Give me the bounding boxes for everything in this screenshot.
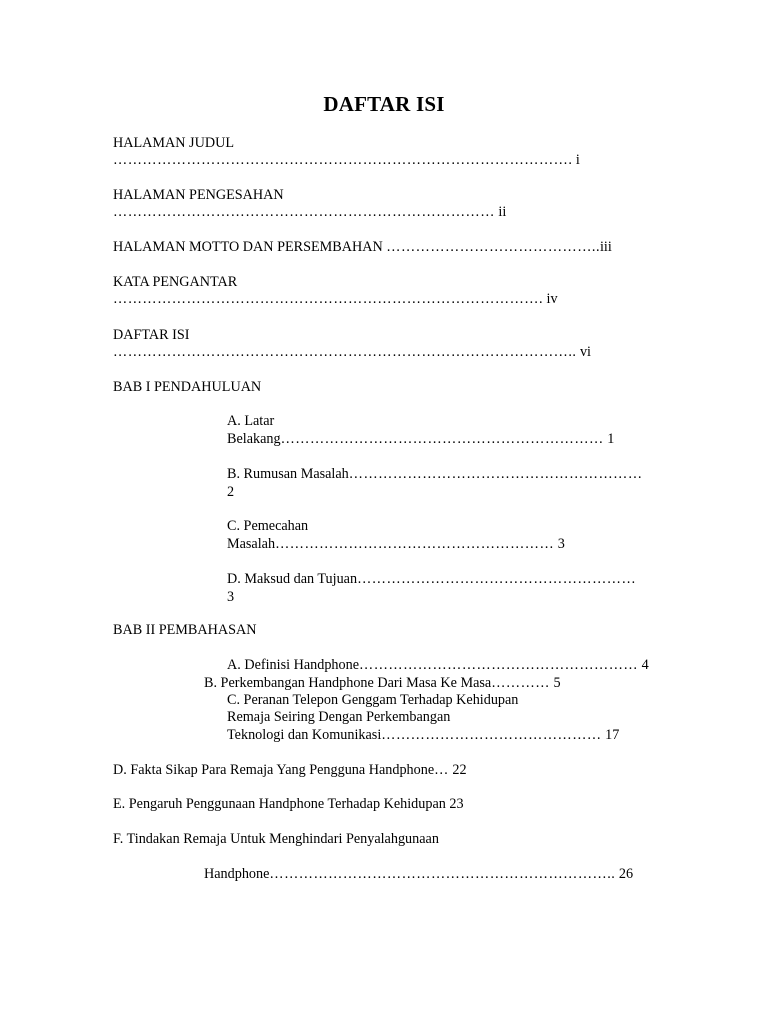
toc-entry-halaman-pengesahan-leader-line <box>113 204 506 221</box>
page-number: iii <box>599 239 612 255</box>
page-number: 4 <box>641 657 649 673</box>
toc-entry-perkembangan-handphone <box>204 675 561 692</box>
toc-entry-fakta-sikap-remaja <box>113 762 467 779</box>
entry-label: HALAMAN MOTTO DAN PERSEMBAHAN <box>113 239 383 255</box>
toc-entry-tindakan-remaja-line1: F. Tindakan Remaja Untuk Menghindari Penyalahgunaan <box>113 831 439 847</box>
dot-leader: … <box>434 762 449 778</box>
dot-leader: ………………………………………………… <box>275 536 555 552</box>
toc-entry-peranan-telepon-line2: Remaja Seiring Dengan Perkembangan <box>227 709 451 725</box>
entry-label: Belakang <box>227 431 281 447</box>
toc-entry-halaman-judul-label: HALAMAN JUDUL <box>113 135 234 151</box>
dot-leader: ………… <box>491 675 550 691</box>
toc-entry-tindakan-remaja-line2 <box>204 866 633 883</box>
toc-entry-maksud-tujuan <box>227 571 636 588</box>
toc-entry-peranan-telepon-line3 <box>227 727 619 744</box>
dot-leader: ………………………………………………………………………………….. <box>113 344 577 360</box>
dot-leader: …………………………………………………………….. <box>269 866 616 882</box>
entry-label: D. Fakta Sikap Para Remaja Yang Pengguna Handphone <box>113 762 435 778</box>
page-number: vi <box>579 344 591 360</box>
toc-entry-pemecahan-masalah-line2 <box>227 536 565 553</box>
entry-label: D. Maksud dan Tujuan <box>227 571 358 587</box>
dot-leader: …………………………………….. <box>386 239 600 255</box>
toc-entry-rumusan-masalah-page: 2 <box>227 484 235 500</box>
page-number: 1 <box>607 431 615 447</box>
toc-chapter-bab-1: BAB I PENDAHULUAN <box>113 379 262 395</box>
page-number: ii <box>498 204 507 220</box>
page-number: 5 <box>553 675 561 691</box>
toc-entry-rumusan-masalah <box>227 466 643 483</box>
dot-leader: …………………………………………………………………………………. <box>113 152 573 168</box>
page-number: 26 <box>618 866 634 882</box>
dot-leader: …………………………………………………………………… <box>113 204 495 220</box>
entry-label: B. Rumusan Masalah <box>227 466 349 482</box>
toc-entry-kata-pengantar-leader-line <box>113 291 558 308</box>
entry-label: E. Pengaruh Penggunaan Handphone Terhadap Kehidupan <box>113 796 446 812</box>
dot-leader: ……………………………………… <box>381 727 602 743</box>
entry-label: Teknologi dan Komunikasi <box>227 727 382 743</box>
toc-entry-latar-belakang-line2 <box>227 431 614 448</box>
page-number: 23 <box>449 796 464 812</box>
toc-chapter-bab-2: BAB II PEMBAHASAN <box>113 622 257 638</box>
entry-label: B. Perkembangan Handphone Dari Masa Ke Masa <box>204 675 492 691</box>
page-number: 17 <box>605 727 620 743</box>
page-number: 3 <box>557 536 565 552</box>
entry-label: A. Definisi Handphone <box>227 657 359 673</box>
toc-entry-halaman-motto <box>113 239 612 256</box>
toc-entry-daftar-isi-leader-line <box>113 344 591 361</box>
entry-label: Handphone <box>204 866 270 882</box>
toc-entry-pemecahan-masalah-line1: C. Pemecahan <box>227 518 309 534</box>
entry-label: Masalah <box>227 536 276 552</box>
toc-entry-peranan-telepon-line1: C. Peranan Telepon Genggam Terhadap Kehidupan <box>227 692 519 708</box>
dot-leader: ………………………………………………… <box>359 657 639 673</box>
toc-entry-latar-belakang-line1: A. Latar <box>227 413 275 429</box>
toc-entry-pengaruh-penggunaan <box>113 796 464 813</box>
toc-entry-definisi-handphone <box>227 657 649 674</box>
page-number: 22 <box>452 762 467 778</box>
dot-leader: …………………………………………………… <box>348 466 643 482</box>
dot-leader: ………………………………………………………… <box>280 431 604 447</box>
dot-leader: ………………………………………………… <box>357 571 637 587</box>
page-title: DAFTAR ISI <box>323 92 445 116</box>
dot-leader: ……………………………………………………………………………. <box>113 291 543 307</box>
page-number: i <box>575 152 580 168</box>
toc-entry-halaman-judul-leader-line <box>113 152 580 169</box>
toc-entry-halaman-pengesahan-label: HALAMAN PENGESAHAN <box>113 187 284 203</box>
toc-entry-kata-pengantar-label: KATA PENGANTAR <box>113 274 238 290</box>
page-number: iv <box>546 291 558 307</box>
toc-entry-maksud-tujuan-page: 3 <box>227 589 235 605</box>
toc-entry-daftar-isi-label: DAFTAR ISI <box>113 327 190 343</box>
